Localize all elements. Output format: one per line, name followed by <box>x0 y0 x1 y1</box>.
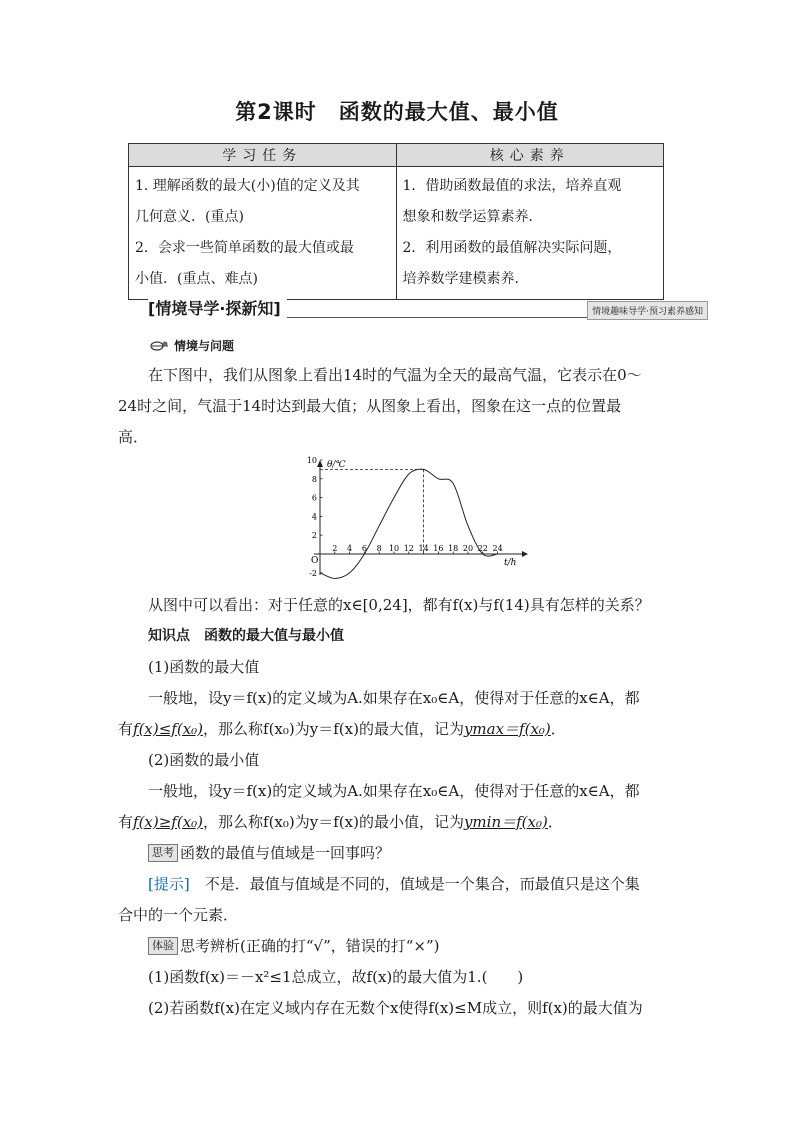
y-tick-label: 6 <box>311 493 317 503</box>
y-axis-label: θ/℃ <box>327 460 346 470</box>
experience-text: 思考辨析(正确的打“√”，错误的打“×”) <box>180 937 440 955</box>
x-axis-arrow-icon <box>522 551 528 557</box>
intro-line-3: 高． <box>118 428 149 446</box>
x-tick-label: 24 <box>492 544 503 553</box>
x-tick-label: 22 <box>477 544 488 553</box>
min-head: (2)函数的最小值 <box>148 751 260 769</box>
x-tick-label: 2 <box>332 544 338 553</box>
y-tick-label: 2 <box>311 531 317 541</box>
max-def-line-2 <box>118 714 678 745</box>
text: 有 <box>118 720 134 738</box>
min-notation-blank: ymin＝f(x₀) <box>463 813 548 831</box>
scenario-subhead <box>150 337 234 354</box>
section-title: [情境导学·探新知] <box>148 296 287 319</box>
intro-line-2: 24时之间，气温于14时达到最大值；从图象上看出，图象在这一点的位置最 <box>118 397 622 415</box>
task-line: 1. 理解函数的最大(小)值的定义及其 <box>135 178 360 194</box>
intro-line: 在下图中，我们从图象上看出14时的气温为全天的最高气温，它表示在0～ <box>148 366 642 384</box>
max-def-line-1: 一般地，设y＝f(x)的定义域为A.如果存在x₀∈A，使得对于任意的x∈A，都 <box>148 689 640 707</box>
y-tick-label: -2 <box>309 568 317 578</box>
min-condition-blank: f(x)≥f(x₀) <box>133 813 204 831</box>
literacy-line: 2．利用函数的最值解决实际问题， <box>402 240 622 256</box>
literacy-line: 想象和数学运算素养． <box>402 209 543 225</box>
temperature-curve <box>320 469 498 578</box>
knowledge-point: 知识点 函数的最大值与最小值 <box>148 628 344 644</box>
exercise-2: (2)若函数f(x)在定义域内存在无数个x使得f(x)≤M成立，则f(x)的最大值为 <box>148 999 643 1017</box>
origin-label: O <box>311 556 319 566</box>
question-line: 从图中可以看出：对于任意的x∈[0,24]，都有f(x)与f(14)具有怎样的关系？ <box>148 596 650 614</box>
min-def-line-2 <box>118 807 678 838</box>
text: ． <box>550 720 566 738</box>
y-tick-label: 10 <box>306 456 317 465</box>
x-tick-label: 12 <box>403 544 414 553</box>
think-tag: 思考 <box>148 844 178 862</box>
table-cell-literacy <box>396 167 664 300</box>
think-line <box>148 838 708 869</box>
scenario-subhead-label: 情境与问题 <box>174 339 235 353</box>
x-tick-label: 10 <box>388 544 400 553</box>
literacy-line: 培养数学建模素养． <box>402 271 529 287</box>
hint-tag: [提示] <box>148 875 190 893</box>
x-tick-label: 20 <box>462 544 474 553</box>
max-condition-blank: f(x)≤f(x₀) <box>133 720 204 738</box>
hint-line-1 <box>118 869 678 900</box>
text: ，那么称f(x₀)为y＝f(x)的最大值，记为 <box>203 720 464 738</box>
task-table <box>128 143 664 300</box>
intro-paragraph <box>118 360 678 391</box>
hint-line-2: 合中的一个元素． <box>118 906 239 924</box>
experience-tag: 体验 <box>148 937 178 955</box>
max-head: (1)函数的最大值 <box>148 658 260 676</box>
table-header-tasks: 学习任务 <box>129 144 397 167</box>
y-tick-label: 4 <box>311 512 317 522</box>
section-tagline: 情境趣味导学·预习素养感知 <box>587 301 708 320</box>
x-tick-label: 18 <box>448 544 459 553</box>
table-header-literacy: 核心素养 <box>396 144 664 167</box>
text: ． <box>547 813 563 831</box>
literacy-line: 1．借助函数最值的求法，培养直观 <box>402 178 622 194</box>
x-axis-label: t/h <box>504 558 517 568</box>
task-line: 2．会求一些简单函数的最大值或最 <box>135 240 354 256</box>
exercise-1: (1)函数f(x)＝－x²≤1总成立，故f(x)的最大值为1.( ) <box>148 968 524 986</box>
text: 有 <box>118 813 134 831</box>
section-header <box>148 296 708 320</box>
task-line: 小值．(重点、难点) <box>135 271 258 287</box>
y-axis-arrow-icon <box>317 460 323 467</box>
x-tick-label: 4 <box>347 544 353 553</box>
leaf-icon <box>150 339 170 353</box>
think-question: 函数的最值与值域是一回事吗？ <box>180 844 391 862</box>
max-notation-blank: ymax＝f(x₀) <box>463 720 551 738</box>
experience-line <box>148 931 708 962</box>
x-tick-label: 16 <box>433 544 444 553</box>
x-tick-label: 8 <box>376 544 382 553</box>
min-def-line-1: 一般地，设y＝f(x)的定义域为A.如果存在x₀∈A，使得对于任意的x∈A，都 <box>148 782 640 800</box>
text: ，那么称f(x₀)为y＝f(x)的最小值，记为 <box>203 813 464 831</box>
temperature-chart <box>300 455 530 580</box>
y-tick-label: 8 <box>311 474 317 484</box>
page-title: 第2课时 函数的最大值、最小值 <box>235 100 559 124</box>
hint-text: 不是．最值与值域是不同的，值域是一个集合，而最值只是这个集 <box>204 875 640 893</box>
task-line: 几何意义．(重点) <box>135 209 244 225</box>
table-cell-tasks <box>129 167 397 300</box>
x-tick-label: 6 <box>361 544 367 553</box>
x-tick-label: 14 <box>418 544 429 553</box>
